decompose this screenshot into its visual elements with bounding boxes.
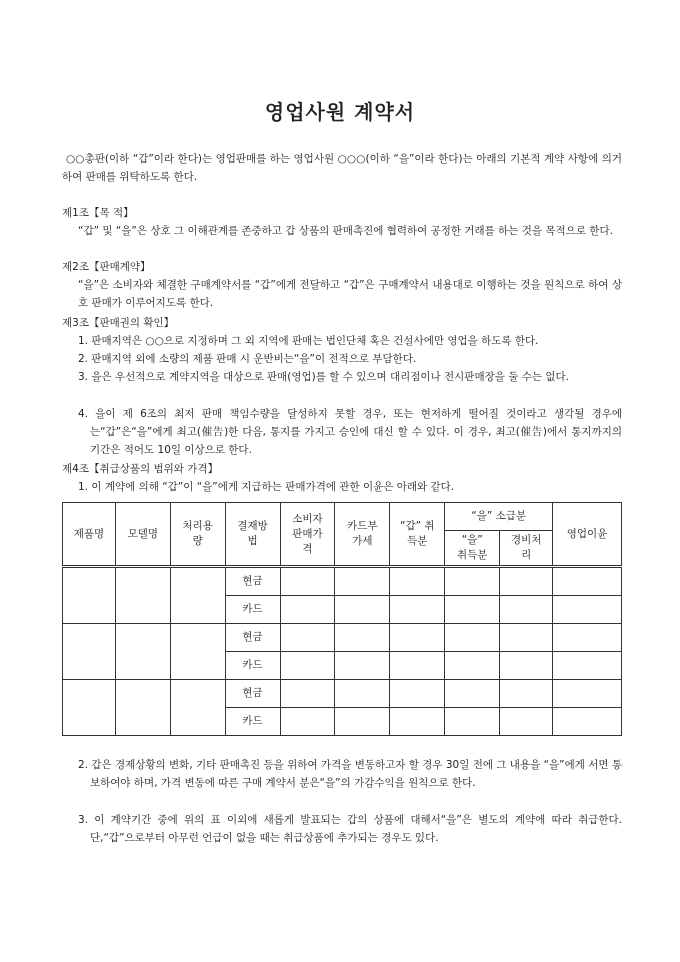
subheader-expense: 경비처리 [500,531,553,567]
header-gap-share: “갑” 취득분 [390,503,445,567]
header-payment: 결재방법 [225,503,280,567]
payment-cash: 현금 [225,680,280,708]
article-3-item: 3. 을은 우선적으로 계약지역을 대상으로 판매(영업)를 할 수 있으며 대리점이나 전시판매장을 둘 수는 없다. [78,371,569,383]
subheader-eul-acquired: “을” 취득분 [445,531,500,567]
article-3-heading: 제3조【판매권의 확인】 [62,317,175,329]
payment-cash: 현금 [225,567,280,596]
article-3-item: 1. 판매지역은 ○○으로 지정하며 그 외 지역에 판매는 법인단체 혹은 건설사에만 영업을 하도록 한다. [78,335,539,347]
table-cell [63,567,116,624]
article-1-heading: 제1조【목 적】 [62,207,134,219]
article-2-body: “을”은 소비자와 체결한 구매계약서를 “갑”에게 전달하고 “갑”은 구매계약서 내용대로 이행하는 것을 원칙으로 하여 상호 판매가 이루어지도록 한다. [78,279,622,309]
article-4-item: 3. 이 계약기간 중에 위의 표 이외에 새롭게 발표되는 갑의 상품에 대해서“을”은 별도의 계약에 따라 취급한다. 단,“갑”으로부터 아무런 언급이 없을 때는 취급상품에 추가되는 경우도 있다. [78,814,622,844]
table-cell [170,680,225,736]
table-cell [63,624,116,680]
header-eul-share: “을” 소급분 [445,503,553,531]
header-consumer-price: 소비자판매가격 [280,503,335,567]
article-2-heading: 제2조【판매계약】 [62,261,151,273]
intro-paragraph: ○○총판(이하 “갑”이라 한다)는 영업판매를 하는 영업사원 ○○○(이하 “을”이라 한다)는 아래의 기본적 계약 사항에 의거하여 판매를 위탁하도록 한다. [62,153,622,183]
table-cell [115,567,170,624]
table-cell [115,680,170,736]
payment-card: 카드 [225,596,280,624]
article-4-item: 1. 이 계약에 의해 “갑”이 “을”에게 지급하는 판매가격에 관한 이윤은 아래와 같다. [78,481,455,493]
header-card-vat: 카드부가세 [335,503,390,567]
document-title: 영업사원 계약서 [264,100,416,124]
article-3-item: 2. 판매지역 외에 소량의 제품 판매 시 운반비는“을”이 전적으로 부담한다. [78,353,417,365]
article-4-heading: 제4조【취급상품의 범위와 가격】 [62,463,219,475]
article-4-item: 2. 갑은 경제상황의 변화, 기타 판매촉진 등을 위하여 가격을 변동하고자 할 경우 30일 전에 그 내용을 “을”에게 서면 통보하여야 하며, 가격 변동에 따른 구매 계약서 분은“을”의 가감수익을 원칙으로 한다. [78,759,622,789]
article-1-body: “갑” 및 “을”은 상호 그 이해관계를 존중하고 갑 상품의 판매촉진에 협력하여 공정한 거래를 하는 것을 목적으로 한다. [78,225,613,237]
header-product: 제품명 [63,503,116,567]
payment-card: 카드 [225,652,280,680]
table-cell [170,567,225,624]
header-capacity: 처리용량 [170,503,225,567]
header-model: 모델명 [115,503,170,567]
table-cell [115,624,170,680]
profit-table [62,502,622,736]
table-cell [170,624,225,680]
header-profit: 영업이윤 [553,503,622,567]
table-cell [63,680,116,736]
payment-card: 카드 [225,708,280,736]
article-3-item: 4. 을이 제 6조의 최저 판매 책임수량을 달성하지 못할 경우, 또는 현저하게 떨어질 것이라고 생각될 경우에는“갑”은“을”에게 최고(催告)한 다음, 통지를 가지고 승인에 대신 할 수 있다. 이 경우, 최고(催告)에서 통지까지의 기간은 적어도 10일 이상으로 한다. [78,408,622,456]
payment-cash: 현금 [225,624,280,652]
